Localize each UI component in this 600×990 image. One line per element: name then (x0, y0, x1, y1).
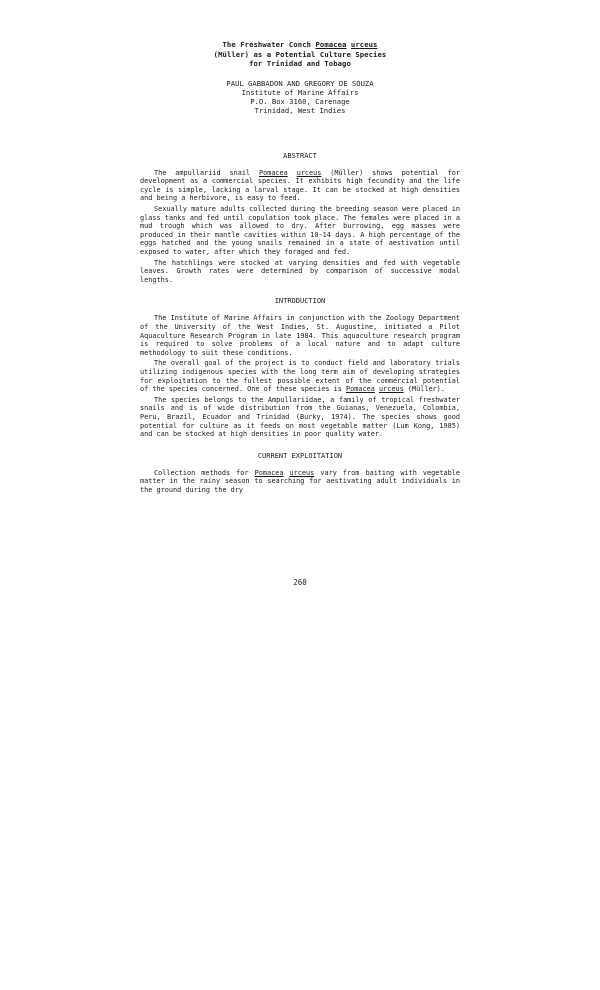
introduction-paragraph-1: The Institute of Marine Affairs in conjunction with the Zoology Department of the University of the West Indies, St. Augustine, initiated a Pilot Aquaculture Research Program in late 1984. This aquaculture research program is required to solve problems of a local nature and to adapt culture methodology to suit these conditions. (140, 314, 460, 357)
species-name: urceus (378, 385, 404, 394)
species-genus: Pomacea (258, 168, 288, 177)
page-number: 260 (293, 578, 307, 587)
title-species: urceus (350, 40, 378, 49)
abstract-paragraph-1 (140, 169, 460, 203)
abstract-paragraph-2: Sexually mature adults collected during the breeding season were placed in glass tanks and fed until copulation took place. The females were placed in a mud trough which was allowed to dry. After burrowing, egg masses were produced in their mantle cavities within 10-14 days. A high percentage of the eggs hatched and the young snails remained in a state of aestivation until exposed to water, after which they foraged and fed. (140, 205, 460, 257)
introduction-heading: INTRODUCTION (274, 297, 326, 306)
title-line-3: for Trinidad and Tobago (249, 59, 351, 68)
title-line-2: (Müller) as a Potential Culture Species (213, 49, 387, 59)
title-genus: Pomacea (315, 40, 347, 49)
author-affiliation: Institute of Marine Affairs (241, 87, 359, 97)
text-column (140, 40, 460, 497)
abstract-text: The ampullariid snail (154, 168, 259, 177)
current-text: Collection methods for (154, 468, 255, 477)
species-genus: Pomacea (346, 385, 375, 394)
title-line-1 (140, 40, 460, 50)
introduction-paragraph-3: The species belongs to the Ampullariidae, a family of tropical freshwater snails and is of wide distribution from the Guianas, Venezuela, Colombia, Peru, Brazil, Ecuador and Trinidad (Burky, 1974). The species shows good potential for culture as it feeds on most vegetable matter (Lum Kong, 1985) and can be stocked at high densities in poor quality water. (140, 395, 460, 439)
species-name: urceus (296, 168, 322, 177)
species-genus: Pomacea (254, 468, 284, 477)
author-names: PAUL GABBADON AND GREGORY DE SOUZA (226, 78, 374, 88)
current-exploitation-paragraph-1 (140, 469, 460, 495)
current-text: vary from baiting with vegetable matter in the rainy season to searching for aestivating adult individuals in the ground during the dry (140, 468, 460, 494)
introduction-text: (Müller). (403, 385, 445, 394)
abstract-text: (Müller) shows potential for development as a commercial species. It exhibits high fecundity and the life cycle is simple, lacking a larval stage. It can be stocked at high densities and being a herbivore, is easy to feed. (140, 168, 460, 203)
introduction-paragraph-2 (140, 359, 460, 393)
author-address-line-2: Trinidad, West Indies (254, 106, 346, 116)
abstract-heading: ABSTRACT (283, 151, 317, 160)
author-block (140, 79, 460, 116)
author-address-line-1: P.O. Box 3160, Carenage (250, 97, 350, 107)
paper-title (140, 40, 460, 69)
current-exploitation-heading: CURRENT EXPLOITATION (257, 451, 343, 460)
species-name: urceus (289, 468, 315, 477)
introduction-text: The overall goal of the project is to conduct field and laboratory trials utilizing indigenous species with the long term aim of developing strategies for exploitation to the fullest possible extent of the commercial potential of the species concerned. One of these species is (140, 359, 460, 394)
abstract-paragraph-3: The hatchlings were stocked at varying densities and fed with vegetable leaves. Growth rates were determined by comparison of successive modal lengths. (140, 258, 460, 284)
title-text: The Freshwater Conch (222, 40, 316, 49)
